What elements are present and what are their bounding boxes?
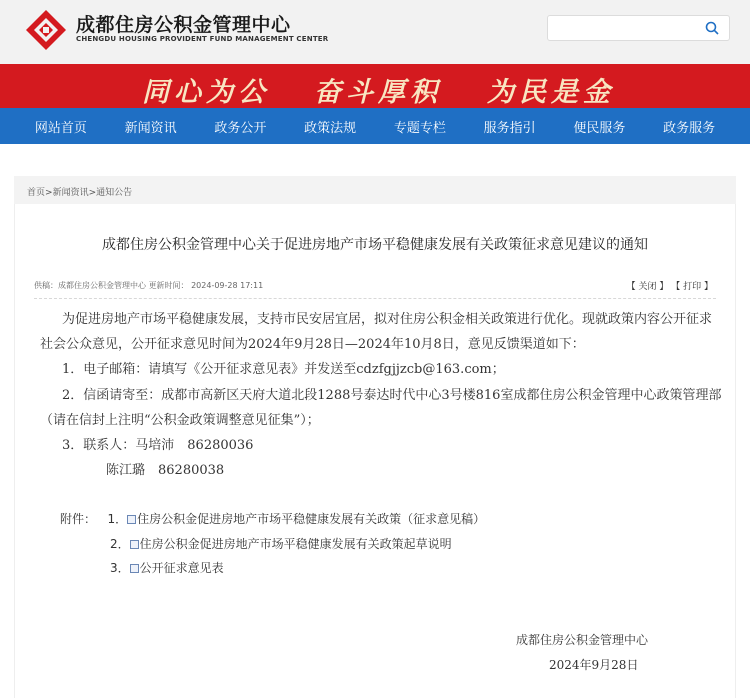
org-name-en: CHENGDU HOUSING PROVIDENT FUND MANAGEMENT CENTER <box>76 35 329 43</box>
body-line-contact-2: 陈江璐 86280038 <box>106 463 225 478</box>
slogan-banner <box>0 64 750 108</box>
nav-policies[interactable]: 政策法规 <box>304 120 357 136</box>
print-button[interactable]: 【 打印 】 <box>671 282 713 292</box>
document-icon <box>130 564 139 573</box>
article-actions <box>627 279 713 292</box>
nav-government-services[interactable]: 政务服务 <box>663 120 716 136</box>
document-icon <box>130 540 139 549</box>
signature-date: 2024年9月28日 <box>549 658 639 672</box>
attachment-row-1 <box>60 510 485 527</box>
body-line-mail-address: 2．信函请寄至：成都市高新区天府大道北段1288号泰达时代中心3号楼816室成都住房公积金管理中心政策管理部 <box>62 388 722 403</box>
nav-topics[interactable]: 专题专栏 <box>393 120 446 136</box>
body-line-contact-1: 3．联系人：马培沛 86280036 <box>62 438 254 453</box>
meta-divider <box>34 298 716 299</box>
breadcrumb-home[interactable]: 首页 <box>27 188 46 198</box>
slogan-1: 同心为公 <box>142 77 270 108</box>
attachment-link-3[interactable]: 公开征求意见表 <box>139 561 224 575</box>
attachment-link-1[interactable]: 住房公积金促进房地产市场平稳健康发展有关政策（征求意见稿） <box>137 512 486 526</box>
attachment-row-2 <box>110 535 452 552</box>
search-input[interactable] <box>554 16 704 40</box>
attachment-number: 3． <box>110 561 130 575</box>
org-name-cn[interactable]: 成都住房公积金管理中心 <box>76 14 291 36</box>
nav-service-guide[interactable]: 服务指引 <box>483 120 536 136</box>
breadcrumb-news[interactable]: 新闻资讯 <box>52 188 89 198</box>
document-icon <box>127 515 136 524</box>
body-line-email: 1．电子邮箱：请填写《公开征求意见表》并发送至cdzfgjjzcb@163.com； <box>62 362 505 377</box>
breadcrumb-notices[interactable]: 通知公告 <box>96 188 133 198</box>
nav-news[interactable]: 新闻资讯 <box>124 120 177 136</box>
breadcrumb <box>14 176 736 204</box>
article-title: 成都住房公积金管理中心关于促进房地产市场平稳健康发展有关政策征求意见建议的通知 <box>102 237 648 253</box>
attachment-number: 2． <box>110 537 130 551</box>
nav-government-affairs[interactable]: 政务公开 <box>214 120 267 136</box>
breadcrumb-separator: > <box>45 188 53 198</box>
body-line-1: 为促进房地产市场平稳健康发展，支持市民安居宜居，拟对住房公积金相关政策进行优化。现就政策内容公开征求 <box>62 312 713 327</box>
search-box <box>547 15 730 41</box>
article-meta: 供稿：成都住房公积金管理中心 更新时间： 2024-09-28 17:11 <box>34 281 264 290</box>
breadcrumb-separator: > <box>88 188 97 198</box>
nav-convenience-services[interactable]: 便民服务 <box>573 120 626 136</box>
attachment-link-2[interactable]: 住房公积金促进房地产市场平稳健康发展有关政策起草说明 <box>139 537 452 551</box>
main-nav <box>0 108 750 144</box>
site-header <box>0 0 750 64</box>
body-line-2: 社会公众意见，公开征求意见时间为2024年9月28日—2024年10月8日，意见反馈渠道如下： <box>40 337 585 352</box>
slogan-3: 为民是金 <box>487 77 615 108</box>
housing-fund-logo-icon[interactable] <box>24 8 68 52</box>
nav-home[interactable]: 网站首页 <box>34 120 87 136</box>
close-button[interactable]: 【 关闭 】 <box>626 282 669 292</box>
attachment-row-3 <box>110 559 224 576</box>
search-icon[interactable] <box>705 21 719 35</box>
attachment-number: 1． <box>107 512 128 526</box>
attachments-label: 附件： <box>60 512 97 526</box>
signature: 成都住房公积金管理中心 <box>516 633 649 647</box>
body-line-mail-note: （请在信封上注明“公积金政策调整意见征集”）； <box>40 413 320 428</box>
slogan-2: 奋斗厚积 <box>314 77 442 108</box>
